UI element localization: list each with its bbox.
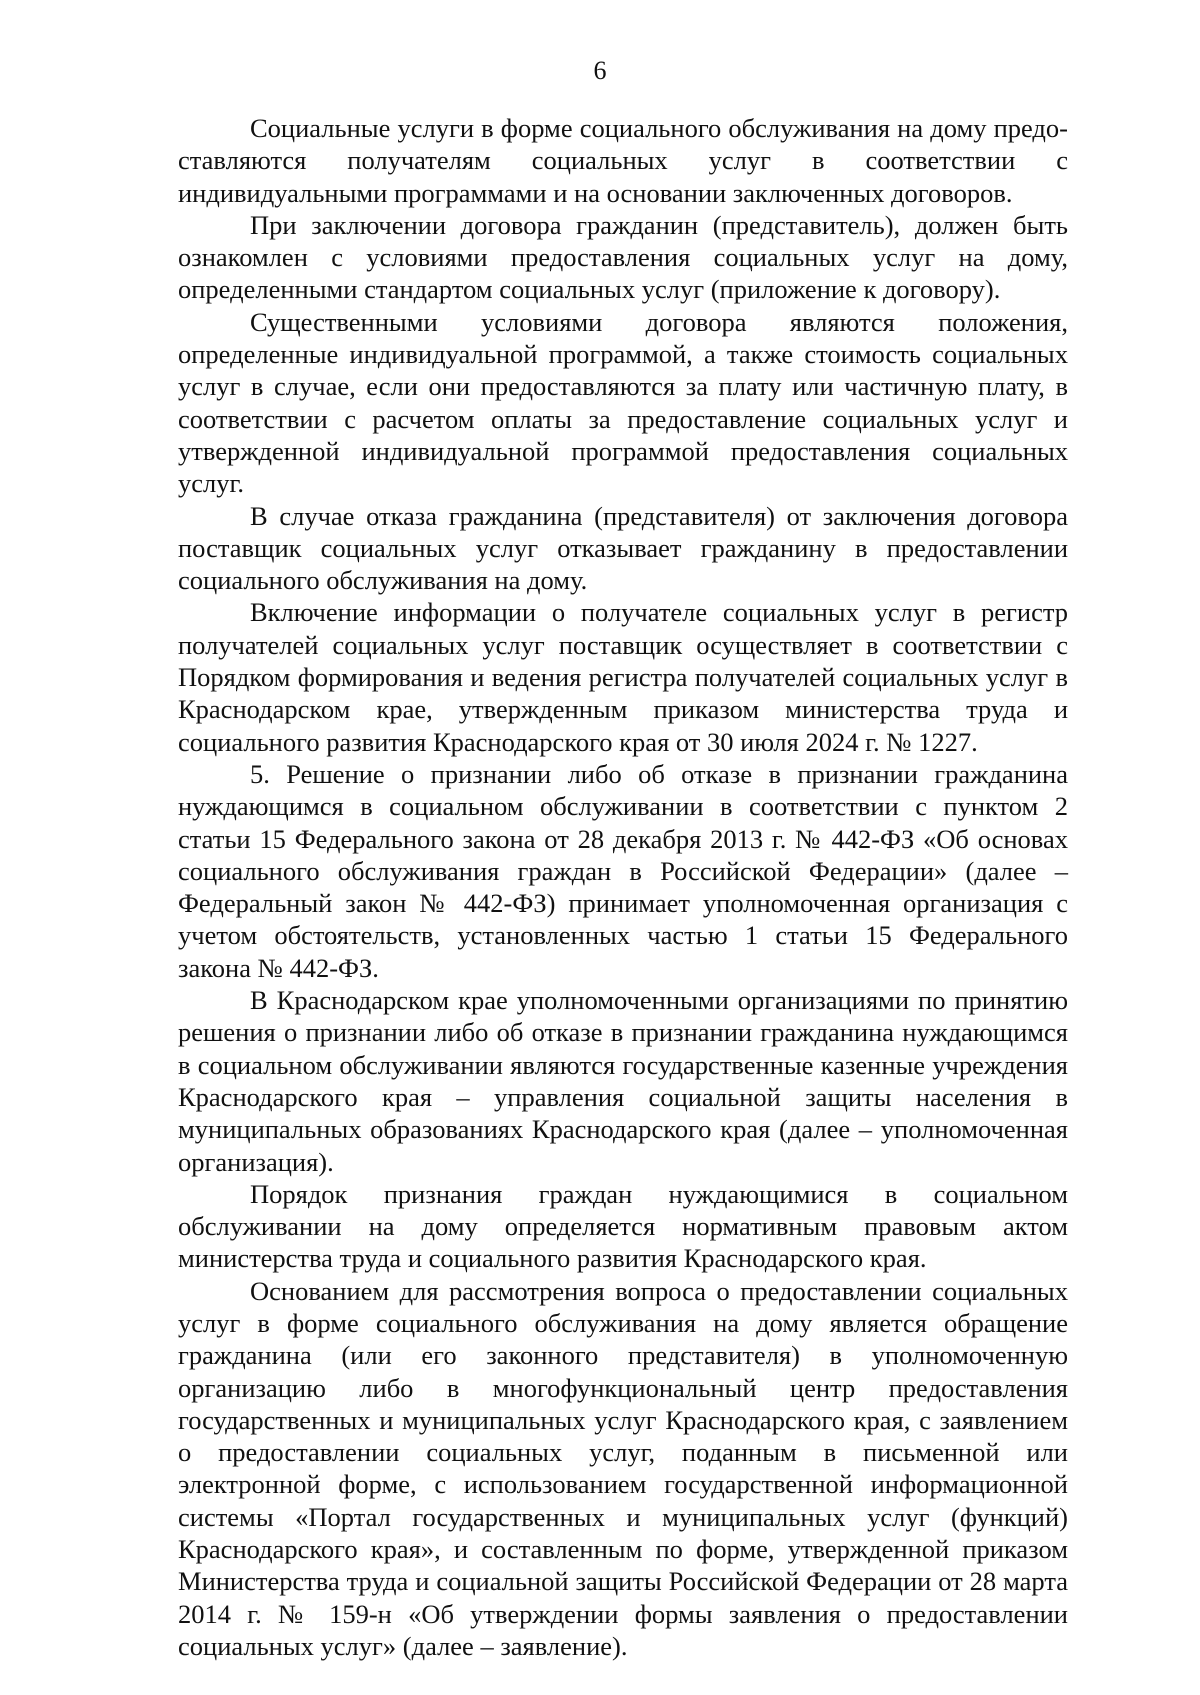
paragraph: В случае отказа гражданина (представителя) от заключения договора поставщик социальных услуг отказывает гражданину в предоставлении социального обслуживания на дому. bbox=[178, 500, 1068, 596]
paragraph: Порядок признания граждан нуждающимися в социальном обслуживании на дому определяется нормативным правовым актом министерства труда и социального развития Краснодарского края. bbox=[178, 1178, 1068, 1274]
paragraph: Основанием для рассмотрения вопроса о предоставлении социальных услуг в форме социального обслуживания на дому является обращение гражданина (или его законного представителя) в уполномоченную организацию либо в многофункциональный центр предоставления государственных и муниципальных услуг Краснодарского края, с заявлением о предоставлении социальных услуг, поданным в письменной или электронной форме, с использованием государственной информационной системы «Портал государственных и муниципальных услуг (функций) Краснодарского края», и составленным по форме, утвержденной приказом Министерства труда и социальной защиты Российской Федерации от 28 марта 2014 г. № 159-н «Об утверждении формы заявления о предоставлении социальных услуг» (далее – заявление). bbox=[178, 1275, 1068, 1661]
page-number: 6 bbox=[593, 56, 607, 85]
paragraph: Социальные услуги в форме социального обслуживания на дому предоставляются получателям социальных услуг в соответствии с индивидуальными программами и на основании заключенных договоров. bbox=[178, 113, 1068, 208]
paragraph: В Краснодарском крае уполномоченными организациями по принятию решения о признании либо об отказе в признании гражданина нуждающимся в социальном обслуживании являются государственные казенные учреждения Краснодарского края – управления социальной защиты населения в муниципальных образованиях Краснодарского края (далее – уполномоченная организация). bbox=[178, 985, 1068, 1177]
paragraph: При заключении договора гражданин (представитель), должен быть ознакомлен с условиями предоставления социальных услуг на дому, определенными стандартом социальных услуг (приложение к договору). bbox=[178, 209, 1068, 305]
paragraph: Включение информации о получателе социальных услуг в регистр получателей социальных услуг поставщик осуществляет в соответствии с Порядком формирования и ведения регистра получателей социальных услуг в Краснодарском крае, утвержденным приказом министерства труда и социального развития Краснодарского края от 30 июля 2024 г. № 1227. bbox=[178, 597, 1068, 757]
document-body bbox=[178, 112, 1068, 1662]
numbered-paragraph: 5. Решение о признании либо об отказе в признании гражданина нуждающимся в социальном обслуживании в соответствии с пунктом 2 статьи 15 Федерального закона от 28 декабря 2013 г. № 442-ФЗ «Об основах социального обслуживания граждан в Российской Федерации» (далее – Федеральный закон № 442-ФЗ) принимает уполномоченная организация с учетом обстоятельств, установленных частью 1 статьи 15 Федерального закона № 442-ФЗ. bbox=[178, 758, 1068, 983]
paragraph: Существенными условиями договора являются положения, определенные индивидуальной программой, а также стоимость социальных услуг в случае, если они предоставляются за плату или частичную плату, в соответствии с расчетом оплаты за предоставление социальных услуг и утвержденной индивидуальной программой предоставления социальных услуг. bbox=[178, 306, 1068, 499]
